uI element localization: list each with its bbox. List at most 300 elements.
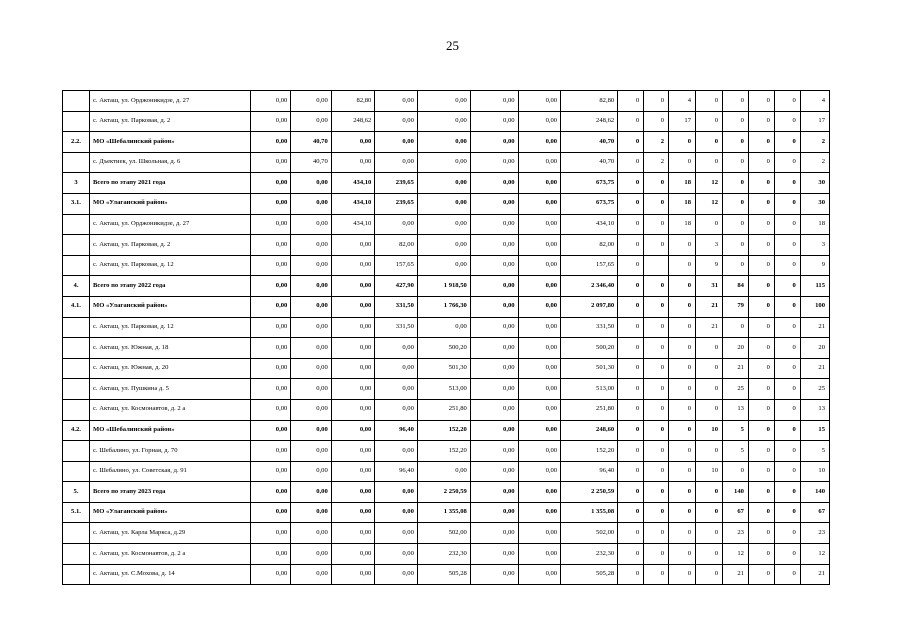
count-cell: 0 [774, 399, 800, 420]
count-cell: 0 [644, 317, 669, 338]
count-cell: 9 [800, 255, 829, 276]
value-cell: 0,00 [331, 296, 375, 317]
value-cell: 0,00 [470, 235, 518, 256]
value-cell: 0,00 [518, 132, 561, 153]
value-cell: 0,00 [250, 132, 290, 153]
count-cell: 5 [723, 441, 749, 462]
address-cell: МО «Улаганский район» [89, 296, 250, 317]
address-cell: с. Акташ, ул. Парковая, д. 2 [89, 111, 250, 132]
count-cell: 0 [774, 91, 800, 112]
count-cell: 0 [723, 214, 749, 235]
count-cell: 115 [800, 276, 829, 297]
row-number-cell [63, 358, 90, 379]
address-cell: с. Акташ, ул. Космонавтов, д. 2 а [89, 544, 250, 565]
value-cell: 0,00 [470, 379, 518, 400]
value-cell: 0,00 [470, 317, 518, 338]
table-row [63, 317, 830, 338]
count-cell: 0 [774, 461, 800, 482]
count-cell: 0 [618, 461, 644, 482]
value-cell: 2 097,80 [561, 296, 618, 317]
value-cell: 40,70 [291, 132, 331, 153]
value-cell: 0,00 [331, 379, 375, 400]
count-cell: 12 [696, 173, 723, 194]
value-cell: 434,10 [331, 214, 375, 235]
table-row [63, 564, 830, 585]
count-cell: 10 [696, 461, 723, 482]
count-cell: 0 [669, 317, 696, 338]
count-cell: 0 [774, 193, 800, 214]
value-cell: 0,00 [518, 214, 561, 235]
value-cell: 0,00 [375, 564, 418, 585]
value-cell: 0,00 [291, 523, 331, 544]
value-cell: 331,50 [375, 317, 418, 338]
count-cell: 0 [696, 544, 723, 565]
row-number-cell: 4. [63, 276, 90, 297]
count-cell: 0 [618, 482, 644, 503]
count-cell: 0 [618, 502, 644, 523]
value-cell: 0,00 [470, 482, 518, 503]
count-cell: 0 [774, 441, 800, 462]
count-cell: 10 [696, 420, 723, 441]
row-number-cell: 2.2. [63, 132, 90, 153]
value-cell: 239,65 [375, 193, 418, 214]
count-cell: 0 [696, 523, 723, 544]
value-cell: 0,00 [291, 91, 331, 112]
row-number-cell: 5. [63, 482, 90, 503]
count-cell: 0 [774, 111, 800, 132]
table-row [63, 441, 830, 462]
count-cell: 0 [618, 255, 644, 276]
count-cell: 0 [748, 420, 774, 441]
value-cell: 0,00 [331, 358, 375, 379]
count-cell: 18 [669, 173, 696, 194]
value-cell: 239,65 [375, 173, 418, 194]
address-cell: МО «Улаганский район» [89, 193, 250, 214]
count-cell: 0 [774, 564, 800, 585]
value-cell: 0,00 [417, 214, 470, 235]
value-cell: 232,30 [561, 544, 618, 565]
count-cell: 0 [696, 564, 723, 585]
value-cell: 0,00 [250, 544, 290, 565]
value-cell: 0,00 [375, 399, 418, 420]
table-row [63, 523, 830, 544]
value-cell: 82,00 [561, 235, 618, 256]
count-cell: 0 [618, 338, 644, 359]
count-cell: 0 [618, 523, 644, 544]
address-cell: с. Акташ, ул. Южная, д. 20 [89, 358, 250, 379]
count-cell: 0 [669, 255, 696, 276]
count-cell: 0 [748, 173, 774, 194]
count-cell: 13 [800, 399, 829, 420]
count-cell: 4 [669, 91, 696, 112]
table-row [63, 461, 830, 482]
value-cell: 2 250,59 [417, 482, 470, 503]
value-cell: 0,00 [291, 482, 331, 503]
count-cell: 0 [644, 502, 669, 523]
value-cell: 0,00 [291, 111, 331, 132]
address-cell: Всего по этапу 2022 года [89, 276, 250, 297]
count-cell: 0 [618, 296, 644, 317]
value-cell: 0,00 [375, 132, 418, 153]
value-cell: 0,00 [331, 338, 375, 359]
value-cell: 0,00 [331, 235, 375, 256]
value-cell: 0,00 [250, 214, 290, 235]
table-row-total [63, 296, 830, 317]
count-cell: 0 [723, 317, 749, 338]
count-cell: 18 [669, 193, 696, 214]
value-cell: 501,30 [417, 358, 470, 379]
address-cell: с. Акташ, ул. Пушкина д. 5 [89, 379, 250, 400]
value-cell: 0,00 [250, 523, 290, 544]
table-row [63, 255, 830, 276]
value-cell: 0,00 [518, 564, 561, 585]
count-cell: 31 [696, 276, 723, 297]
count-cell: 21 [723, 358, 749, 379]
row-number-cell [63, 111, 90, 132]
count-cell: 0 [669, 399, 696, 420]
count-cell: 0 [618, 193, 644, 214]
value-cell: 0,00 [291, 420, 331, 441]
count-cell: 20 [723, 338, 749, 359]
value-cell: 0,00 [331, 564, 375, 585]
count-cell: 0 [774, 523, 800, 544]
value-cell: 0,00 [470, 564, 518, 585]
value-cell: 0,00 [331, 317, 375, 338]
address-cell: с. Акташ, ул. Южная, д. 18 [89, 338, 250, 359]
address-cell: с. Шебалино, ул. Советская, д. 91 [89, 461, 250, 482]
count-cell: 0 [696, 214, 723, 235]
count-cell: 0 [696, 91, 723, 112]
value-cell: 505,28 [561, 564, 618, 585]
value-cell: 0,00 [470, 91, 518, 112]
value-cell: 0,00 [518, 502, 561, 523]
value-cell: 0,00 [375, 91, 418, 112]
page-number: 25 [446, 38, 459, 53]
value-cell: 0,00 [331, 441, 375, 462]
value-cell: 0,00 [417, 132, 470, 153]
count-cell: 18 [669, 214, 696, 235]
count-cell: 0 [774, 152, 800, 173]
count-cell: 12 [723, 544, 749, 565]
value-cell: 0,00 [470, 461, 518, 482]
count-cell: 0 [618, 235, 644, 256]
row-number-cell [63, 399, 90, 420]
count-cell: 0 [696, 379, 723, 400]
count-cell: 0 [644, 173, 669, 194]
value-cell: 427,90 [375, 276, 418, 297]
table-row [63, 379, 830, 400]
address-cell: с. Акташ, ул. Космонавтов, д. 2 а [89, 399, 250, 420]
count-cell: 0 [618, 214, 644, 235]
count-cell: 0 [774, 235, 800, 256]
value-cell: 0,00 [518, 111, 561, 132]
value-cell: 0,00 [291, 317, 331, 338]
count-cell: 18 [800, 214, 829, 235]
count-cell: 0 [618, 544, 644, 565]
count-cell: 0 [669, 132, 696, 153]
count-cell: 0 [669, 276, 696, 297]
value-cell: 0,00 [470, 193, 518, 214]
value-cell: 0,00 [291, 296, 331, 317]
count-cell: 17 [669, 111, 696, 132]
value-cell: 40,70 [561, 132, 618, 153]
count-cell: 0 [748, 235, 774, 256]
count-cell: 9 [696, 255, 723, 276]
count-cell: 0 [618, 91, 644, 112]
table-row-total [63, 132, 830, 153]
value-cell: 0,00 [250, 358, 290, 379]
value-cell: 0,00 [250, 296, 290, 317]
row-number-cell [63, 91, 90, 112]
value-cell: 157,65 [561, 255, 618, 276]
table-row [63, 152, 830, 173]
row-number-cell [63, 379, 90, 400]
count-cell: 0 [748, 399, 774, 420]
value-cell: 500,20 [561, 338, 618, 359]
value-cell: 0,00 [518, 296, 561, 317]
value-cell: 0,00 [417, 461, 470, 482]
value-cell: 0,00 [250, 255, 290, 276]
count-cell: 0 [748, 193, 774, 214]
value-cell: 2 346,40 [561, 276, 618, 297]
count-cell: 30 [800, 173, 829, 194]
value-cell: 0,00 [291, 255, 331, 276]
count-cell: 0 [644, 379, 669, 400]
value-cell: 0,00 [518, 255, 561, 276]
count-cell: 0 [723, 91, 749, 112]
value-cell: 0,00 [417, 193, 470, 214]
table-row-total [63, 173, 830, 194]
count-cell: 0 [644, 235, 669, 256]
row-number-cell [63, 255, 90, 276]
count-cell: 0 [748, 441, 774, 462]
count-cell: 0 [669, 523, 696, 544]
count-cell: 30 [800, 193, 829, 214]
value-cell: 251,80 [417, 399, 470, 420]
value-cell: 0,00 [291, 358, 331, 379]
value-cell: 82,00 [375, 235, 418, 256]
value-cell: 0,00 [250, 502, 290, 523]
count-cell: 0 [748, 132, 774, 153]
value-cell: 0,00 [470, 296, 518, 317]
row-number-cell: 3.1. [63, 193, 90, 214]
value-cell: 0,00 [375, 358, 418, 379]
table-row-total [63, 502, 830, 523]
count-cell: 0 [748, 379, 774, 400]
value-cell: 0,00 [250, 276, 290, 297]
count-cell: 0 [644, 276, 669, 297]
value-cell: 0,00 [291, 502, 331, 523]
count-cell: 0 [748, 338, 774, 359]
row-number-cell [63, 544, 90, 565]
count-cell: 0 [774, 420, 800, 441]
value-cell: 0,00 [331, 523, 375, 544]
value-cell: 0,00 [250, 379, 290, 400]
count-cell: 0 [618, 379, 644, 400]
value-cell: 232,30 [417, 544, 470, 565]
count-cell: 21 [800, 317, 829, 338]
count-cell: 0 [696, 502, 723, 523]
value-cell: 0,00 [291, 399, 331, 420]
value-cell: 0,00 [250, 111, 290, 132]
count-cell: 0 [669, 564, 696, 585]
address-cell: с. Акташ, ул. С.Мохова, д. 14 [89, 564, 250, 585]
value-cell: 0,00 [250, 441, 290, 462]
value-cell: 152,20 [417, 420, 470, 441]
address-cell: МО «Шебалинский район» [89, 132, 250, 153]
count-cell: 3 [800, 235, 829, 256]
value-cell: 0,00 [250, 399, 290, 420]
value-cell: 0,00 [518, 173, 561, 194]
row-number-cell [63, 317, 90, 338]
value-cell: 0,00 [470, 441, 518, 462]
count-cell: 17 [800, 111, 829, 132]
value-cell: 434,10 [561, 214, 618, 235]
row-number-cell: 3 [63, 173, 90, 194]
count-cell: 0 [618, 111, 644, 132]
value-cell: 0,00 [470, 502, 518, 523]
value-cell: 1 766,30 [417, 296, 470, 317]
count-cell: 0 [774, 379, 800, 400]
count-cell: 23 [723, 523, 749, 544]
value-cell: 0,00 [291, 461, 331, 482]
address-cell: с. Акташ, ул. Орджоникидзе, д. 27 [89, 91, 250, 112]
count-cell: 0 [696, 358, 723, 379]
value-cell: 0,00 [291, 235, 331, 256]
value-cell: 0,00 [375, 152, 418, 173]
count-cell: 0 [748, 482, 774, 503]
count-cell: 140 [800, 482, 829, 503]
count-cell: 67 [800, 502, 829, 523]
value-cell: 0,00 [331, 276, 375, 297]
count-cell: 0 [618, 358, 644, 379]
value-cell: 0,00 [250, 338, 290, 359]
count-cell: 0 [774, 544, 800, 565]
count-cell: 23 [800, 523, 829, 544]
count-cell: 0 [774, 296, 800, 317]
count-cell: 0 [774, 255, 800, 276]
count-cell: 0 [696, 111, 723, 132]
value-cell: 0,00 [518, 441, 561, 462]
count-cell: 21 [800, 564, 829, 585]
value-cell: 0,00 [331, 544, 375, 565]
address-cell: с. Шебалино, ул. Горная, д. 70 [89, 441, 250, 462]
value-cell: 0,00 [375, 544, 418, 565]
table-body [63, 91, 830, 585]
address-cell: с. Акташ, ул. Орджоникидзе, д. 27 [89, 214, 250, 235]
value-cell: 0,00 [518, 276, 561, 297]
count-cell: 0 [669, 296, 696, 317]
count-cell: 0 [669, 544, 696, 565]
value-cell: 0,00 [331, 420, 375, 441]
count-cell: 13 [723, 399, 749, 420]
count-cell: 0 [669, 338, 696, 359]
address-cell: МО «Улаганский район» [89, 502, 250, 523]
count-cell: 0 [669, 235, 696, 256]
value-cell: 0,00 [470, 544, 518, 565]
row-number-cell: 4.2. [63, 420, 90, 441]
value-cell: 0,00 [331, 132, 375, 153]
row-number-cell [63, 523, 90, 544]
count-cell: 0 [644, 564, 669, 585]
value-cell: 0,00 [518, 193, 561, 214]
value-cell: 0,00 [518, 399, 561, 420]
count-cell: 0 [696, 132, 723, 153]
value-cell: 0,00 [291, 276, 331, 297]
value-cell: 434,10 [331, 193, 375, 214]
value-cell: 0,00 [331, 482, 375, 503]
count-cell: 0 [723, 461, 749, 482]
value-cell: 248,60 [561, 420, 618, 441]
count-cell: 0 [644, 544, 669, 565]
value-cell: 500,20 [417, 338, 470, 359]
count-cell: 20 [800, 338, 829, 359]
count-cell: 2 [800, 132, 829, 153]
count-cell: 0 [669, 358, 696, 379]
count-cell: 0 [748, 317, 774, 338]
count-cell: 0 [748, 276, 774, 297]
value-cell: 0,00 [291, 173, 331, 194]
value-cell: 0,00 [291, 441, 331, 462]
count-cell: 0 [618, 276, 644, 297]
value-cell: 0,00 [417, 152, 470, 173]
value-cell: 0,00 [331, 255, 375, 276]
count-cell: 12 [696, 193, 723, 214]
table-row-total [63, 482, 830, 503]
value-cell: 152,20 [561, 441, 618, 462]
count-cell: 5 [800, 441, 829, 462]
count-cell: 21 [723, 564, 749, 585]
value-cell: 0,00 [518, 317, 561, 338]
count-cell: 0 [618, 132, 644, 153]
value-cell: 0,00 [375, 111, 418, 132]
row-number-cell [63, 338, 90, 359]
row-number-cell [63, 214, 90, 235]
count-cell: 0 [644, 461, 669, 482]
table-row [63, 358, 830, 379]
value-cell: 0,00 [250, 420, 290, 441]
value-cell: 0,00 [375, 441, 418, 462]
row-number-cell [63, 152, 90, 173]
value-cell: 0,00 [331, 461, 375, 482]
count-cell: 0 [748, 461, 774, 482]
value-cell: 96,40 [561, 461, 618, 482]
count-cell: 0 [723, 152, 749, 173]
value-cell: 0,00 [470, 399, 518, 420]
value-cell: 0,00 [291, 544, 331, 565]
count-cell: 0 [774, 276, 800, 297]
count-cell: 2 [644, 132, 669, 153]
value-cell: 0,00 [518, 379, 561, 400]
value-cell: 434,10 [331, 173, 375, 194]
value-cell: 0,00 [470, 255, 518, 276]
value-cell: 1 355,08 [417, 502, 470, 523]
table-row [63, 399, 830, 420]
value-cell: 0,00 [518, 338, 561, 359]
count-cell: 140 [723, 482, 749, 503]
value-cell: 0,00 [417, 255, 470, 276]
value-cell: 0,00 [470, 111, 518, 132]
value-cell: 0,00 [518, 235, 561, 256]
count-cell: 0 [748, 502, 774, 523]
value-cell: 502,00 [561, 523, 618, 544]
count-cell: 0 [669, 461, 696, 482]
count-cell: 0 [696, 399, 723, 420]
row-number-cell [63, 441, 90, 462]
value-cell: 0,00 [518, 482, 561, 503]
value-cell: 0,00 [518, 152, 561, 173]
count-cell: 0 [696, 441, 723, 462]
